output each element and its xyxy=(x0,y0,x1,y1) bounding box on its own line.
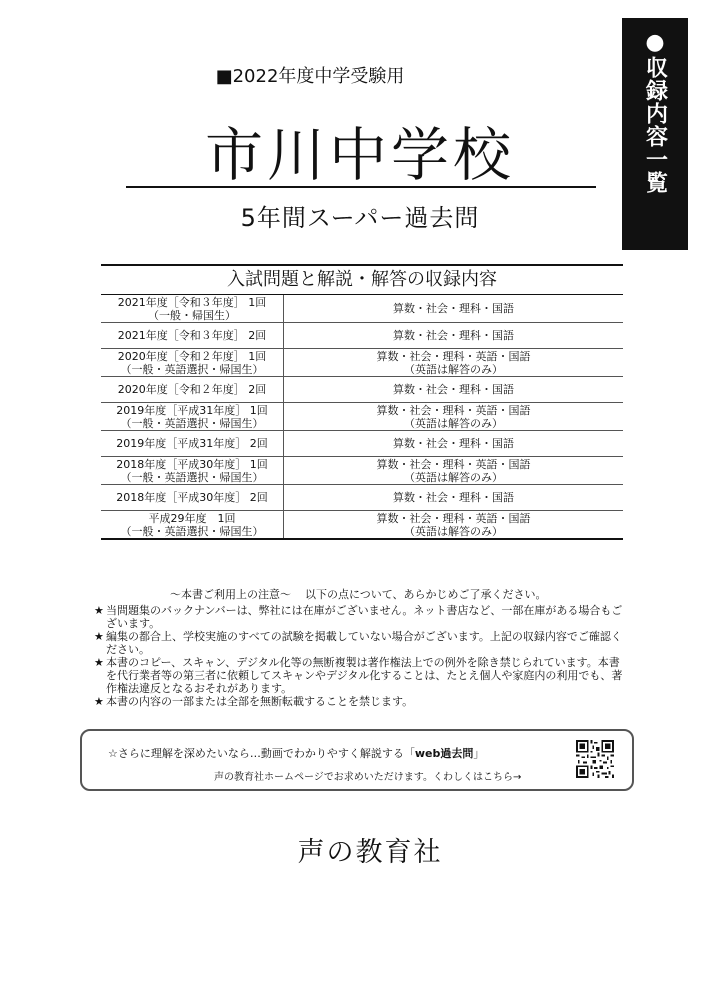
table-row xyxy=(101,403,623,431)
subjects-note: （英語は解答のみ） xyxy=(404,470,503,484)
subjects-cell xyxy=(284,403,623,430)
subjects: 算数・社会・理科・英語・国語 xyxy=(376,403,531,417)
table-row xyxy=(101,485,623,511)
side-tab-label: ●収録内容一覧 xyxy=(642,30,668,194)
subjects: 算数・社会・理科・英語・国語 xyxy=(376,349,531,363)
subjects-cell xyxy=(284,485,623,510)
subjects-cell xyxy=(284,431,623,456)
subjects-cell xyxy=(284,457,623,484)
web-promo-line xyxy=(108,745,484,761)
subjects-note: （英語は解答のみ） xyxy=(404,524,503,538)
exam-session: 2021年度［令和３年度］ 2回 xyxy=(117,329,267,342)
exam-session-cell xyxy=(101,377,284,402)
exam-session-cell xyxy=(101,457,284,484)
exam-session-cell xyxy=(101,349,284,376)
exam-session: 2020年度［令和２年度］ 2回 xyxy=(117,383,267,396)
web-promo-link-text[interactable]: 声の教育社ホームページでお求めいただけます。くわしくはこちら→ xyxy=(214,772,522,783)
subjects-cell xyxy=(284,323,623,348)
table-row xyxy=(101,295,623,323)
table-row xyxy=(101,457,623,485)
table-row xyxy=(101,377,623,403)
exam-session: 2021年度［令和３年度］ 1回 xyxy=(117,295,267,309)
subjects-cell xyxy=(284,511,623,538)
exam-session-cell xyxy=(101,403,284,430)
exam-session-cell xyxy=(101,295,284,322)
exam-session-note: （一般・英語選択・帰国生） xyxy=(120,362,264,376)
list-item xyxy=(94,604,626,630)
list-item xyxy=(94,695,626,708)
table-row xyxy=(101,323,623,349)
note-text: 編集の都合上、学校実施のすべての試験を掲載していない場合がございます。上記の収録内容でご確認ください。 xyxy=(106,630,622,656)
subjects: 算数・社会・理科・国語 xyxy=(393,302,514,315)
star-icon: ★ xyxy=(94,656,104,669)
subjects-note: （英語は解答のみ） xyxy=(404,416,503,430)
note-text: 本書の内容の一部または全部を無断転載することを禁じます。 xyxy=(106,695,414,708)
contents-table xyxy=(101,264,623,540)
table-caption: 入試問題と解説・解答の収録内容 xyxy=(101,266,623,295)
exam-session-note: （一般・帰国生） xyxy=(148,308,236,322)
qr-code-icon[interactable] xyxy=(576,740,614,778)
subjects-note: （英語は解答のみ） xyxy=(404,362,503,376)
exam-year-line: ■2022年度中学受験用 xyxy=(215,66,405,87)
subjects-cell xyxy=(284,349,623,376)
school-title: 市川中学校 xyxy=(204,121,515,189)
subjects-cell xyxy=(284,377,623,402)
subjects: 算数・社会・理科・国語 xyxy=(393,383,514,396)
exam-session: 2020年度［令和２年度］ 1回 xyxy=(117,349,267,363)
notes-title: 〜本書ご利用上の注意〜 xyxy=(170,588,291,601)
subjects: 算数・社会・理科・英語・国語 xyxy=(376,511,531,525)
note-text: 本書のコピー、スキャン、デジタル化等の無断複製は著作権法上での例外を除き禁じられています。本書を代行業者等の第三者に依頼してスキャンやデジタル化することは、たとえ個人や家庭内の利用でも、著作権法違反となるおそれがあります。 xyxy=(106,656,623,695)
star-icon: ★ xyxy=(94,695,104,708)
note-text: 当問題集のバックナンバーは、弊社には在庫がございません。ネット書店など、一部在庫がある場合もございます。 xyxy=(106,604,623,630)
star-icon: ★ xyxy=(94,604,104,617)
web-promo-prefix: ☆さらに理解を深めたいなら…動画でわかりやすく解説する「 xyxy=(108,747,415,760)
exam-session: 2019年度［平成31年度］ 1回 xyxy=(116,403,268,417)
subjects: 算数・社会・理科・国語 xyxy=(393,491,514,504)
notes-list xyxy=(94,604,626,708)
publisher-name: 声の教育社 xyxy=(297,837,443,868)
exam-session-cell xyxy=(101,511,284,538)
subjects-cell xyxy=(284,295,623,322)
subjects: 算数・社会・理科・国語 xyxy=(393,437,514,450)
web-promo-highlight: web過去問 xyxy=(414,747,474,760)
table-row xyxy=(101,431,623,457)
book-subtitle: 5年間スーパー過去問 xyxy=(240,204,480,232)
exam-session-cell xyxy=(101,485,284,510)
list-item xyxy=(94,656,626,695)
exam-session: 2018年度［平成30年度］ 2回 xyxy=(116,491,268,504)
exam-session-note: （一般・英語選択・帰国生） xyxy=(120,416,264,430)
exam-session: 平成29年度 1回 xyxy=(148,511,236,525)
title-divider xyxy=(126,186,596,188)
exam-session-note: （一般・英語選択・帰国生） xyxy=(120,470,264,484)
subjects: 算数・社会・理科・英語・国語 xyxy=(376,457,531,471)
list-item xyxy=(94,630,626,656)
notes-heading xyxy=(170,586,547,602)
notes-subtitle: 以下の点について、あらかじめご了承ください。 xyxy=(305,588,547,601)
web-promo-suffix: 」 xyxy=(473,747,485,760)
exam-session-cell xyxy=(101,431,284,456)
table-row xyxy=(101,349,623,377)
exam-session-cell xyxy=(101,323,284,348)
table-row xyxy=(101,511,623,538)
exam-session: 2019年度［平成31年度］ 2回 xyxy=(116,437,268,450)
star-icon: ★ xyxy=(94,630,104,643)
exam-session: 2018年度［平成30年度］ 1回 xyxy=(116,457,268,471)
subjects: 算数・社会・理科・国語 xyxy=(393,329,514,342)
exam-session-note: （一般・英語選択・帰国生） xyxy=(120,524,264,538)
